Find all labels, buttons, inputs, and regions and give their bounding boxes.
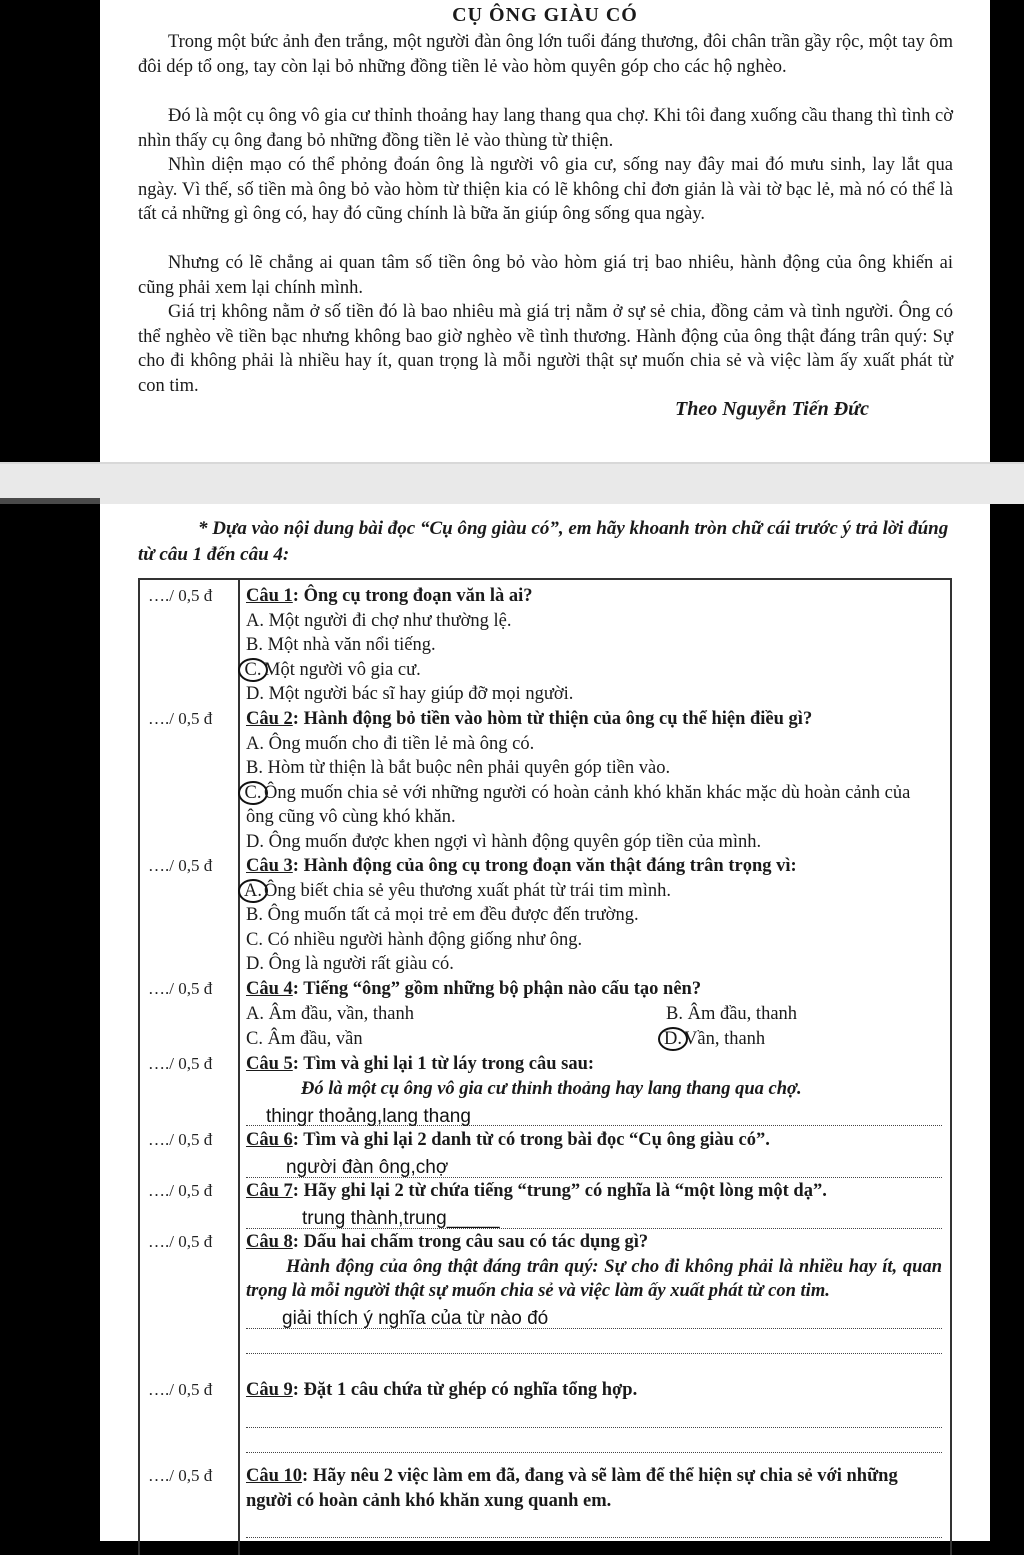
score-cell: …./ 0,5 đ <box>148 586 213 605</box>
option-d[interactable]: D. Ông là người rất giàu có. <box>246 954 454 974</box>
question-number: Câu 2 <box>246 709 293 729</box>
question-number: Câu 8 <box>246 1232 293 1252</box>
option-c-selected[interactable]: C. Một người vô gia cư. <box>246 658 942 683</box>
question-text: : Tiếng “ông” gồm những bộ phận nào cấu tạo nên? <box>292 979 702 999</box>
story-paragraph: Trong một bức ảnh đen trắng, một người đàn ông lớn tuổi đáng thương, đôi chân trần gầy rộc, một tay ôm đôi dép tổ ong, tay còn lại bỏ những đồng tiền lẻ vào hòm quyên góp cho các hộ nghèo. <box>138 32 953 77</box>
answer-line-blank[interactable] <box>246 1428 942 1453</box>
score-cell: …./ 0,5 đ <box>148 1232 213 1251</box>
score-cell: …./ 0,5 đ <box>148 1466 213 1485</box>
question-text: : Hãy ghi lại 2 từ chứa tiếng “trung” có nghĩa là “một lòng một dạ”. <box>292 1181 827 1201</box>
answer-field[interactable] <box>246 1153 942 1178</box>
story-paragraph: Nhìn diện mạo có thể phỏng đoán ông là người vô gia cư, sống nay đây mai đó mưu sinh, lay lắt qua ngày. Vì thế, số tiền mà ông bỏ vào hòm từ thiện kia có lẽ không chỉ đơn giản là vài tờ bạc lẻ, mà nó có thể là tất cả những gì ông có, hay đó cũng chính là bữa ăn giúp ông sống qua ngày. <box>138 155 953 224</box>
option-b[interactable]: B. Ông muốn tất cả mọi trẻ em đều được đến trường. <box>246 905 639 925</box>
handwritten-answer: trung thành,trung_____ <box>302 1208 500 1229</box>
answer-circle: A. <box>238 879 268 903</box>
option-b[interactable]: B. Một nhà văn nổi tiếng. <box>246 635 436 655</box>
questions-page <box>100 504 990 1541</box>
score-cell: …./ 0,5 đ <box>148 709 213 728</box>
answer-line-blank[interactable] <box>246 1329 942 1354</box>
score-cell: …./ 0,5 đ <box>148 1380 213 1399</box>
option-d[interactable]: D. Ông muốn được khen ngợi vì hành động quyên góp tiền của mình. <box>246 831 762 852</box>
handwritten-answer: giải thích ý nghĩa của từ nào đó <box>282 1308 549 1329</box>
answer-circle: D. <box>658 1027 688 1051</box>
question-number: Câu 7 <box>246 1181 293 1201</box>
story-author: Theo Nguyễn Tiến Đức <box>675 398 869 420</box>
question-text: : Tìm và ghi lại 2 danh từ có trong bài đọc “Cụ ông giàu có”. <box>292 1130 770 1150</box>
question-number: Câu 3 <box>246 856 293 876</box>
option-c[interactable]: C. Có nhiều người hành động giống như ông. <box>246 929 583 950</box>
question-table <box>138 578 952 1555</box>
story-page <box>100 0 990 462</box>
score-column-divider <box>238 580 240 1555</box>
question-text: : Đặt 1 câu chứa từ ghép có nghĩa tổng hợp. <box>292 1380 638 1400</box>
score-cell: …./ 0,5 đ <box>148 856 213 875</box>
answer-line-blank[interactable] <box>246 1513 942 1538</box>
question-text: : Hành động của ông cụ trong đoạn văn thật đáng trân trọng vì: <box>292 856 797 876</box>
quoted-sentence: Đó là một cụ ông vô gia cư thỉnh thoảng hay lang thang qua chợ. <box>301 1078 802 1099</box>
score-cell: …./ 0,5 đ <box>148 1181 213 1200</box>
option-c-selected[interactable]: C. Ông muốn chia sẻ với những người có hoàn cảnh khó khăn khác mặc dù hoàn cảnh của ông cũng vô cùng khó khăn. <box>246 781 942 830</box>
option-a[interactable]: A. Ông muốn cho đi tiền lẻ mà ông có. <box>246 733 535 754</box>
score-cell: …./ 0,5 đ <box>148 1130 213 1149</box>
score-cell: …./ 0,5 đ <box>148 979 213 998</box>
option-d-selected[interactable]: D. Vần, thanh <box>666 1027 765 1052</box>
handwritten-answer: thingr thoảng,lang thang <box>266 1105 471 1127</box>
option-a[interactable]: A. Âm đầu, vần, thanh <box>246 1003 415 1024</box>
option-b[interactable]: B. Hòm từ thiện là bắt buộc nên phải quyên góp tiền vào. <box>246 758 671 778</box>
question-number: Câu 5 <box>246 1054 293 1074</box>
question-number: Câu 6 <box>246 1130 293 1150</box>
page-separator <box>0 462 1024 504</box>
quoted-sentence: Hành động của ông thật đáng trân quý: Sự cho đi không phải là nhiều hay ít, quan trọng là mỗi người thật sự muốn chia sẻ và việc làm ấy xuất phát từ con tim. <box>246 1256 942 1301</box>
question-text: : Tìm và ghi lại 1 từ láy trong câu sau: <box>292 1054 595 1074</box>
question-number: Câu 10 <box>246 1466 303 1486</box>
instructions: * Dựa vào nội dung bài đọc “Cụ ông giàu có”, em hãy khoanh tròn chữ cái trước ý trả lời đúng từ câu 1 đến câu 4: <box>138 518 949 565</box>
option-b[interactable]: B. Âm đầu, thanh <box>666 1003 798 1024</box>
answer-circle: C. <box>238 658 268 682</box>
answer-field[interactable] <box>246 1304 942 1329</box>
answer-field[interactable] <box>246 1204 942 1229</box>
separator-shadow <box>0 498 100 504</box>
question-text: : Ông cụ trong đoạn văn là ai? <box>292 586 533 606</box>
question-number: Câu 9 <box>246 1380 293 1400</box>
story-paragraph: Đó là một cụ ông vô gia cư thỉnh thoảng hay lang thang qua chợ. Khi tôi đang xuống cầu thang thì tình cờ nhìn thấy cụ ông đang bỏ những đồng tiền lẻ vào thùng từ thiện. <box>138 106 953 151</box>
story-paragraph: Nhưng có lẽ chẳng ai quan tâm số tiền ông bỏ vào hòm giá trị bao nhiêu, hành động của ông khiến ai cũng phải xem lại chính mình. <box>138 253 953 298</box>
question-text: : Dấu hai chấm trong câu sau có tác dụng gì? <box>292 1232 649 1252</box>
story-paragraph: Giá trị không nằm ở số tiền đó là bao nhiêu mà giá trị nằm ở sự sẻ chia, đồng cảm và tình người. Ông có thể nghèo về tiền bạc nhưng không bao giờ nghèo về tình thương. Hành động của ông thật đáng trân quý: Sự cho đi không phải là nhiều hay ít, quan trọng là mỗi người thật sự muốn chia sẻ và việc làm ấy xuất phát từ con tim. <box>138 302 953 396</box>
question-text: : Hãy nêu 2 việc làm em đã, đang và sẽ làm để thể hiện sự chia sẻ với những người có hoàn cảnh khó khăn xung quanh em. <box>246 1466 898 1511</box>
handwritten-answer: người đàn ông,chợ <box>286 1157 449 1178</box>
answer-circle: C. <box>238 781 268 805</box>
answer-line-blank[interactable] <box>246 1403 942 1428</box>
option-a[interactable]: A. Một người đi chợ như thường lệ. <box>246 610 512 631</box>
right-black-border <box>990 0 1024 1541</box>
score-cell: …./ 0,5 đ <box>148 1054 213 1073</box>
option-a-selected[interactable]: A. Ông biết chia sẻ yêu thương xuất phát từ trái tim mình. <box>246 879 942 904</box>
question-number: Câu 4 <box>246 979 293 999</box>
story-title: CỤ ÔNG GIÀU CÓ <box>452 4 638 26</box>
question-text: : Hành động bỏ tiền vào hòm từ thiện của ông cụ thể hiện điều gì? <box>292 709 813 729</box>
option-c[interactable]: C. Âm đầu, vần <box>246 1028 363 1049</box>
option-d[interactable]: D. Một người bác sĩ hay giúp đỡ mọi người. <box>246 684 574 704</box>
answer-field[interactable] <box>246 1101 942 1126</box>
question-number: Câu 1 <box>246 586 293 606</box>
